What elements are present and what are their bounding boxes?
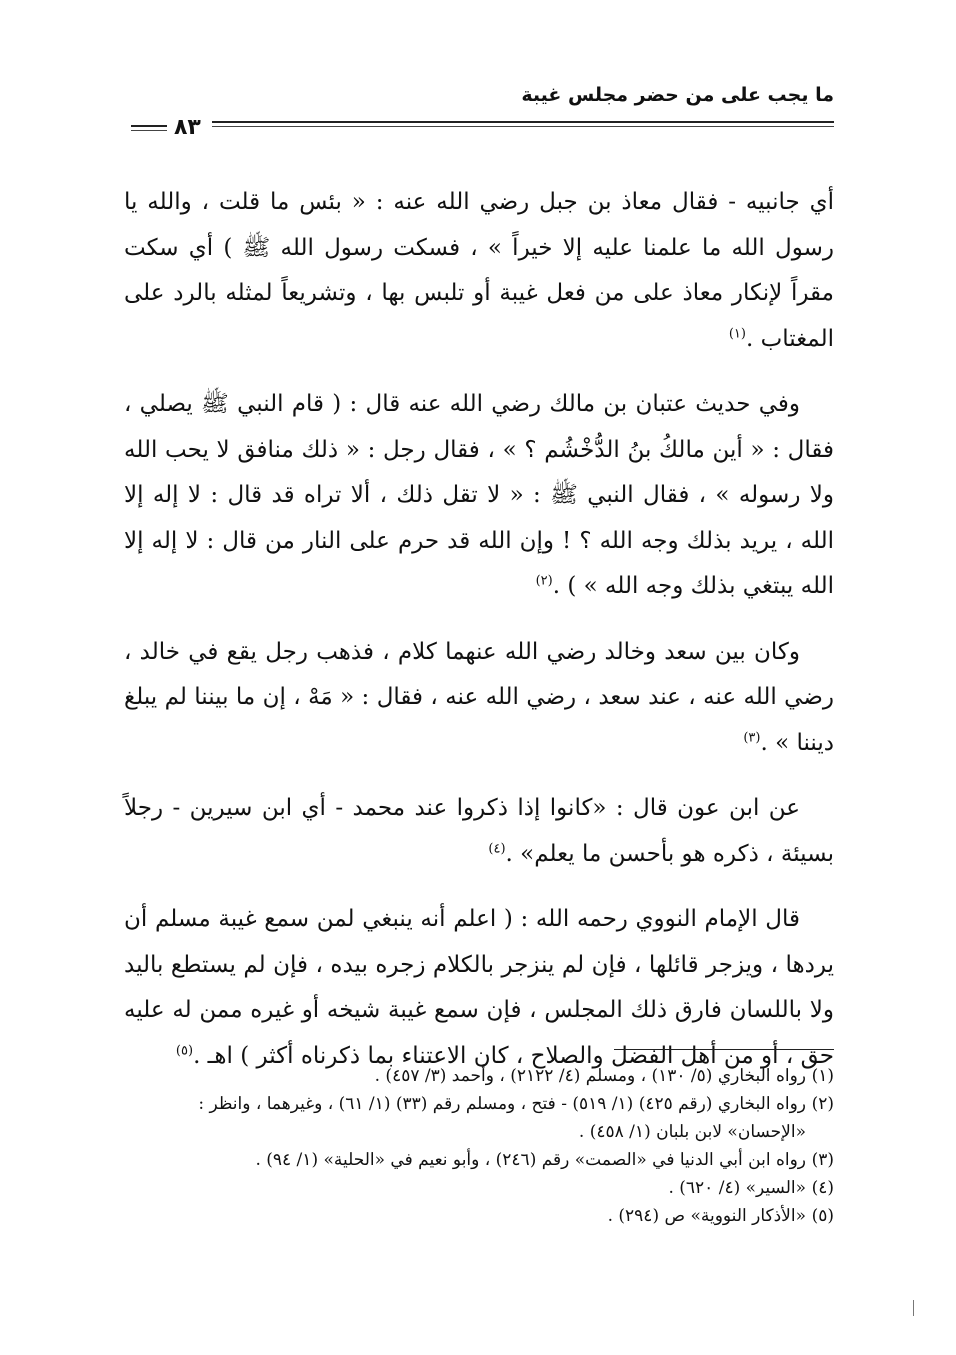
footnote-number: (٤) <box>811 1178 834 1198</box>
footnote-marker-5: (٥) <box>175 1042 194 1058</box>
paragraph-4 <box>124 786 834 877</box>
header-short-rule <box>131 125 167 127</box>
footnote-marker-3: (٣) <box>743 729 761 745</box>
footnotes <box>124 1062 834 1230</box>
paragraph-text: عن ابن عون قال : «كانوا إذا ذكروا عند محمد - أي ابن سيرين - رجلاً بسيئة ، ذكره هو بأحسن ما يعلم» . <box>124 795 834 867</box>
footnote-number: (٢) <box>811 1094 834 1114</box>
footnote-text: رواه البخاري (رقم ٤٢٥) (١/ ٥١٩) - فتح ، ومسلم رقم (٣٣) (١/ ٦١) ، وغيرهما ، وانظر : «الإحسان» لابن بلبان (١/ ٤٥٨) . <box>198 1094 806 1142</box>
footnote-marker-2: (٢) <box>535 573 553 589</box>
scan-mark <box>913 1300 914 1316</box>
footnote-1 <box>124 1062 834 1090</box>
paragraph-text: وكان بين سعد وخالد رضي الله عنهما كلام ، فذهب رجل يقع في خالد ، رضي الله عنه ، عند سعد ، رضي الله عنه ، فقال : « مَهْ ، إن ما بيننا لم يبلغ ديننا » . <box>124 638 834 756</box>
header-rule <box>212 121 834 123</box>
footnote-2 <box>124 1090 834 1146</box>
running-title: ما يجب على من حضر مجلس غيبة <box>521 84 834 106</box>
page-number: ٨٣ <box>174 115 201 140</box>
paragraph-3 <box>124 630 834 767</box>
paragraph-text: وفي حديث عتبان بن مالك رضي الله عنه قال : ( قام النبي ﷺ يصلي ، فقال : « أين مالكُ بنُ الدُّخْشُم ؟ » ، فقال رجل : « ذلك منافق لا يحب الله ولا رسوله » ، فقال النبي ﷺ : « لا تقل ذلك ، ألا تراه قد قال : لا إله إلا الله ، يريد بذلك وجه الله ؟ ! وإن الله قد حرم على النار من قال : لا إله إلا الله يبتغي بذلك وجه الله » ) . <box>124 391 834 599</box>
footnote-text: رواه ابن أبي الدنيا في «الصمت» رقم (٢٤٦) ، وأبو نعيم في «الحلية» (١/ ٩٤) . <box>255 1150 806 1170</box>
paragraph-1 <box>124 180 834 362</box>
footnote-marker-4: (٤) <box>488 840 506 856</box>
paragraph-text: قال الإمام النووي رحمه الله : ( اعلم أنه ينبغي لمن سمع غيبة مسلم أن يردها ، ويزجر قائلها ، فإن لم ينزجر بالكلام زجره بيده ، فإن لم يستطع باليد ولا باللسان فارق ذلك المجلس ، فإن سمع غيبة شيخه أو غيره ممن له عليه حق ، أو من أهل الفضل والصلاح ، كان الاعتناء بما ذكرناه أكثر ) اهـ . <box>124 906 834 1069</box>
footnote-number: (٣) <box>811 1150 834 1170</box>
footnote-number: (٥) <box>811 1206 834 1226</box>
footnote-text: رواه البخاري (٥/ ١٣٠) ، ومسلم (٤/ ٢١٢٢) ، وأحمد (٣/ ٤٥٧) . <box>374 1066 806 1086</box>
paragraph-text: أي جانبيه - فقال معاذ بن جبل رضي الله عنه : « بئس ما قلت ، والله يا رسول الله ما علمنا عليه إلا خيراً » ، فسكت رسول الله ﷺ ) أي سكت مقراً لإنكار معاذ على من فعل غيبة أو تلبس بها ، وتشريعاً لمثله بالرد على المغتاب . <box>124 189 834 352</box>
footnote-3 <box>124 1146 834 1174</box>
paragraph-5 <box>124 897 834 1079</box>
footnote-4 <box>124 1174 834 1202</box>
paragraph-2 <box>124 382 834 610</box>
footnote-text: «السير» (٤/ ٦٢٠) . <box>668 1178 806 1198</box>
footnote-marker-1: (١) <box>728 325 746 341</box>
footnote-5 <box>124 1202 834 1230</box>
footnote-text: «الأذكار النووية» ص (٢٩٤) . <box>607 1206 806 1226</box>
footnote-separator <box>614 1049 834 1050</box>
footnote-number: (١) <box>811 1066 834 1086</box>
body-text <box>124 180 834 1099</box>
